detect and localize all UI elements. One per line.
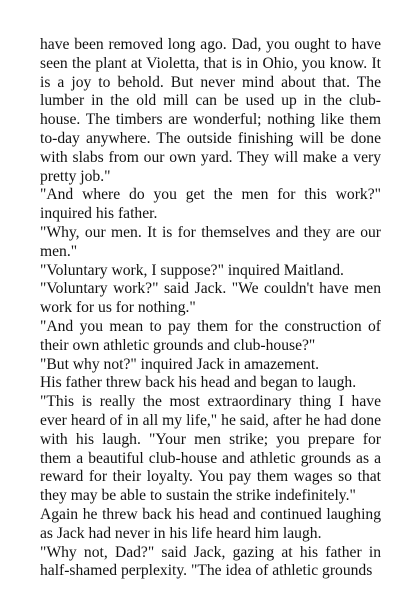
paragraph: Again he threw back his head and continued laughing as Jack had never in his life heard him laugh.	[40, 505, 381, 542]
paragraph: His father threw back his head and began to laugh.	[40, 374, 357, 392]
paragraph: have been removed long ago. Dad, you ought to have seen the plant at Violetta, that is in Ohio, you know. It is a joy to behold. But never mind about that. The lumber in the old mill can be used up in the club-house. The timbers are wonderful; nothing like them to-day anywhere. The outside finishing will be done with slabs from our own yard. They will make a very pretty job."	[40, 36, 381, 185]
paragraph: "But why not?" inquired Jack in amazement.	[40, 355, 320, 373]
paragraph: "Why, our men. It is for themselves and they are our men."	[40, 223, 381, 260]
paragraph: "This is really the most extraordinary thing I have ever heard of in all my life," he said, after he had done with his laugh. "Your men strike; you prepare for them a beautiful club-house and athletic grounds as a reward for their loyalty. You pay them wages so that they may be able to sustain the strike indefinitely."	[40, 393, 381, 505]
paragraph: "Voluntary work?" said Jack. "We couldn't have men work for us for nothing."	[40, 280, 381, 317]
paragraph: "Voluntary work, I suppose?" inquired Maitland.	[40, 261, 344, 279]
paragraph: "Why not, Dad?" said Jack, gazing at his father in half-shamed perplexity. "The idea of athletic grounds	[40, 543, 381, 580]
paragraph: "And you mean to pay them for the construction of their own athletic grounds and club-house?"	[40, 317, 381, 354]
paragraph: "And where do you get the men for this work?" inquired his father.	[40, 186, 381, 223]
book-page-text	[40, 36, 381, 581]
